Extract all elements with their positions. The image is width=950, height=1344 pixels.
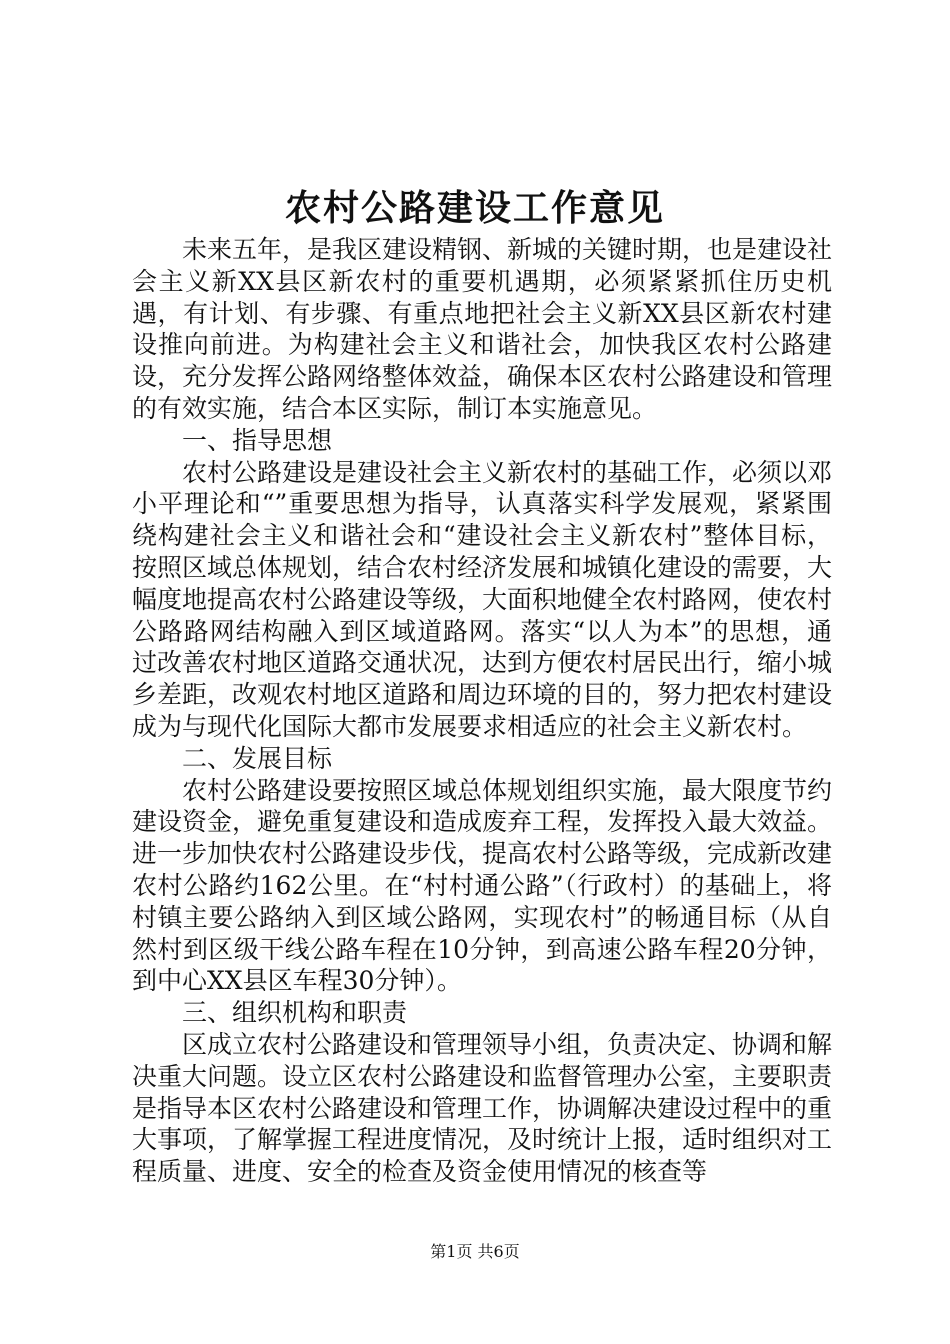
document-title: 农村公路建设工作意见 [284,187,665,229]
section-heading-guiding-ideology: 一、指导思想 [182,425,333,455]
section-heading-organization: 三、组织机构和职责 [182,998,408,1028]
section-heading-development-goals: 二、发展目标 [182,743,333,773]
page-number-footer: 第1页 共6页 [430,1242,520,1261]
section-paragraph-guiding-ideology: 农村公路建设是建设社会主义新农村的基础工作，必须以邓小平理论和“”重要思想为指导，认真落实科学发展观，紧紧围绕构建社会主义和谐社会和“建设社会主义新农村”整体目标，按照区域总体规划，结合农村经济发展和城镇化建设的需要，大幅度地提高农村公路建设等级，大面积地健全农村路网，使农村公路路网结构融入到区域道路网。落实“以人为本”的思想，通过改善农村地区道路交通状况，达到方便农村居民出行，缩小城乡差距，改观农村地区道路和周边环境的目的，努力把农村建设成为与现代化国际大都市发展要求相适应的社会主义新农村。 [132,457,833,741]
section-paragraph-development-goals: 农村公路建设要按照区域总体规划组织实施，最大限度节约建设资金，避免重复建设和造成废弃工程，发挥投入最大效益。进一步加快农村公路建设步伐，提高农村公路等级，完成新改建农村公路约162公里。在“村村通公路”（行政村）的基础上，将村镇主要公路纳入到区域公路网，实现农村”的畅通目标（从自然村到区级干线公路车程在10分钟，到高速公路车程20分钟，到中心XX县区车程30分钟）。 [132,775,833,996]
document-body [132,234,832,1188]
section-paragraph-organization: 区成立农村公路建设和管理领导小组，负责决定、协调和解决重大问题。设立区农村公路建设和监督管理办公室，主要职责是指导本区农村公路建设和管理工作，协调解决建设过程中的重大事项，了解掌握工程进度情况，及时统计上报，适时组织对工程质量、进度、安全的检查及资金使用情况的核查等 [132,1029,833,1187]
intro-paragraph: 未来五年，是我区建设精钢、新城的关键时期，也是建设社会主义新XX县区新农村的重要机遇期，必须紧紧抓住历史机遇，有计划、有步骤、有重点地把社会主义新XX县区新农村建设推向前进。为构建社会主义和谐社会，加快我区农村公路建设，充分发挥公路网络整体效益，确保本区农村公路建设和管理的有效实施，结合本区实际，制订本实施意见。 [132,235,833,423]
